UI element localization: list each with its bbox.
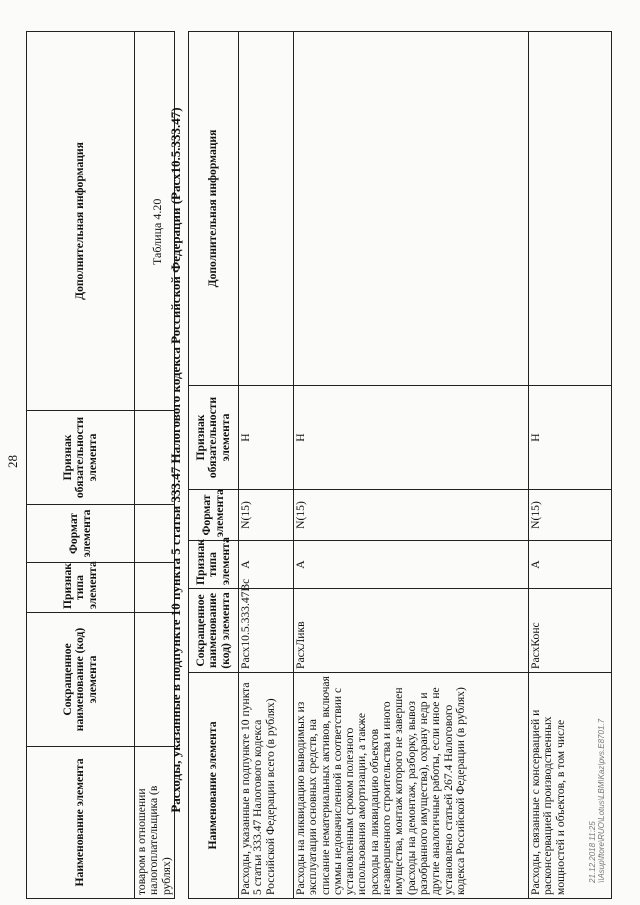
header-code: Сокращенное наименование (код) элемента	[27, 613, 135, 747]
cell-required: Н	[239, 386, 294, 490]
cell-info	[294, 32, 529, 386]
cell-format: N(15)	[294, 490, 529, 541]
print-stamp	[588, 719, 606, 883]
header-info: Дополнительная информация	[189, 32, 239, 386]
header-format: Формат элемента	[27, 505, 135, 563]
cell-format: N(15)	[239, 490, 294, 541]
table-row	[294, 32, 529, 899]
header-name: Наименование элемента	[27, 747, 135, 899]
cell-code: Расх10.5.333.47Вс	[239, 589, 294, 673]
expenses-table	[188, 31, 612, 899]
cell-info	[529, 32, 612, 386]
header-required: Признак обязательности элемента	[189, 386, 239, 490]
cell-code: РасхКонс	[529, 589, 612, 673]
header-name: Наименование элемента	[189, 673, 239, 899]
cell-required: Н	[529, 386, 612, 490]
cell-type: А	[529, 541, 612, 589]
cell-code: РасхЛикв	[294, 589, 529, 673]
cell-name: Расходы на ликвидацию выводимых из эксплуатации основных средств, на списание нематериальных активов, включая суммы недоначисленной в соответствии с установленным сроком полезного использования амортизации, а также расходы на ликвидацию объектов незавершенного строительства и иного имущества, монтаж которого не завершен (расходы на демонтаж, разборку, вывоз разобранного имущества), охрану недр и другие аналогичные работы, если иное не установлено статьей 267.4 Налогового кодекса Российской Федерации (в рублях)	[294, 673, 529, 899]
cell-name: Расходы, указанные в подпункте 10 пункта 5 статьи 333.47 Налогового кодекса Российской Федерации всего (в рублях)	[239, 673, 294, 899]
header-type: Признак типа элемента	[27, 563, 135, 613]
header-code: Сокращенное наименование (код) элемента	[189, 589, 239, 673]
table-row	[239, 32, 294, 899]
page-number: 28	[5, 455, 20, 468]
cell-type: А	[294, 541, 529, 589]
stamp-date: 21.12.2018 11:25	[588, 821, 597, 883]
table-caption: Таблица 4.20	[150, 198, 164, 265]
cell-name: товаром в отношении налогоплательщика (в рублях)	[135, 747, 175, 899]
header-format: Формат элемента	[189, 490, 239, 541]
header-required: Признак обязательности элемента	[27, 411, 135, 505]
cell-info	[239, 32, 294, 386]
stamp-path: \\Asup\ftore\RUO\Lotus\LBM\Kaz\pvs.Е8701.7	[597, 718, 606, 883]
cell-required: Н	[294, 386, 529, 490]
table-title: Расходы, указанные в подпункте 10 пункта 5 статьи 333.47 Налогового кодекса Российской Федерации (Расх10.5.333.47)	[168, 107, 183, 813]
header-info: Дополнительная информация	[27, 32, 135, 411]
continued-table	[26, 31, 175, 899]
header-type: Признак типа элемента	[189, 541, 239, 589]
cell-format: N(15)	[529, 490, 612, 541]
cell-name: Расходы, связанные с консервацией и расконсервацией производственных мощностей и объектов, в том числе	[529, 673, 612, 899]
cell-type: А	[239, 541, 294, 589]
